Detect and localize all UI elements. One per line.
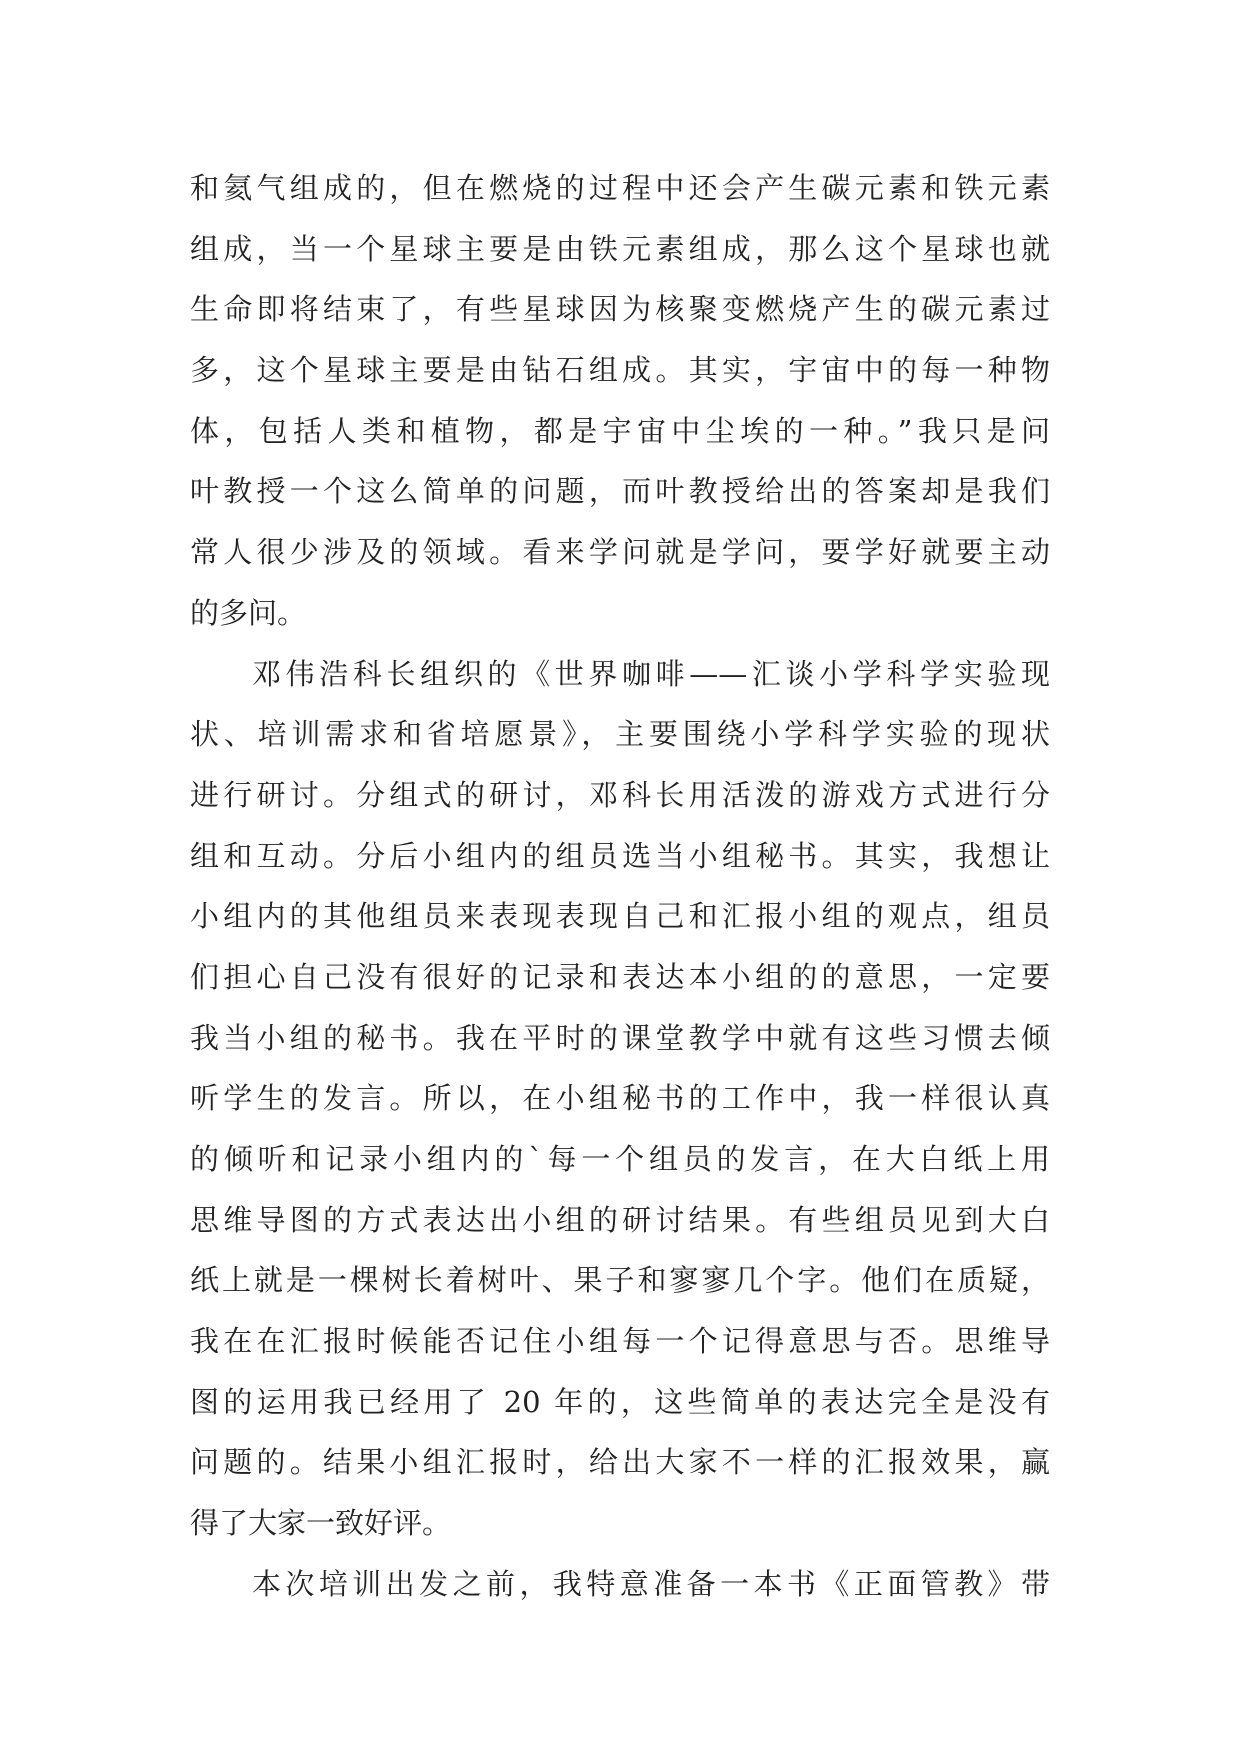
text-line: 问题的。结果小组汇报时，给出大家不一样的汇报效果，赢 [190, 1445, 1050, 1480]
paragraph-2 [190, 644, 1050, 1554]
text-line: 多，这个星球主要是由钻石组成。其实，宇宙中的每一种物 [190, 353, 1050, 388]
text-line: 小组内的其他组员来表现表现自己和汇报小组的观点，组员 [190, 899, 1050, 934]
text-line: 纸上就是一棵树长着树叶、果子和寥寥几个字。他们在质疑， [190, 1263, 1050, 1298]
text-line: 得了大家一致好评。 [190, 1506, 452, 1541]
text-line: 我在在汇报时候能否记住小组每一个记得意思与否。思维导 [190, 1324, 1050, 1359]
paragraph-1 [190, 158, 1050, 644]
text-line: 听学生的发言。所以，在小组秘书的工作中，我一样很认真 [190, 1081, 1050, 1116]
text-line: 进行研讨。分组式的研讨，邓科长用活泼的游戏方式进行分 [190, 777, 1050, 812]
text-line: 状、培训需求和省培愿景》，主要围绕小学科学实验的现状 [190, 717, 1050, 752]
text-line: 们担心自己没有很好的记录和表达本小组的的意思，一定要 [190, 959, 1050, 994]
text-line: 体，包括人类和植物，都是宇宙中尘埃的一种。”我只是问 [190, 413, 1050, 448]
text-line: 常人很少涉及的领域。看来学问就是学问，要学好就要主动 [190, 535, 1050, 570]
text-line: 叶教授一个这么简单的问题，而叶教授给出的答案却是我们 [190, 474, 1050, 509]
text-line: 思维导图的方式表达出小组的研讨结果。有些组员见到大白 [190, 1202, 1050, 1237]
text-line: 我当小组的秘书。我在平时的课堂教学中就有这些习惯去倾 [190, 1020, 1050, 1055]
text-line: 的倾听和记录小组内的`每一个组员的发言，在大白纸上用 [190, 1142, 1050, 1176]
text-line: 和氦气组成的，但在燃烧的过程中还会产生碳元素和铁元素 [190, 171, 1050, 205]
text-line: 图的运用我已经用了 20 年的，这些简单的表达完全是没有 [190, 1384, 1050, 1419]
document-body [190, 158, 1050, 1615]
paragraph-3 [190, 1554, 1050, 1615]
text-line: 本次培训出发之前，我特意准备一本书《正面管教》带 [252, 1566, 1050, 1601]
text-line: 生命即将结束了，有些星球因为核聚变燃烧产生的碳元素过 [190, 292, 1050, 327]
text-line: 邓伟浩科长组织的《世界咖啡——汇谈小学科学实验现 [252, 656, 1050, 691]
text-line: 组和互动。分后小组内的组员选当小组秘书。其实，我想让 [190, 838, 1050, 873]
text-line: 的多问。 [190, 595, 307, 630]
text-line: 组成，当一个星球主要是由铁元素组成，那么这个星球也就 [190, 231, 1050, 266]
